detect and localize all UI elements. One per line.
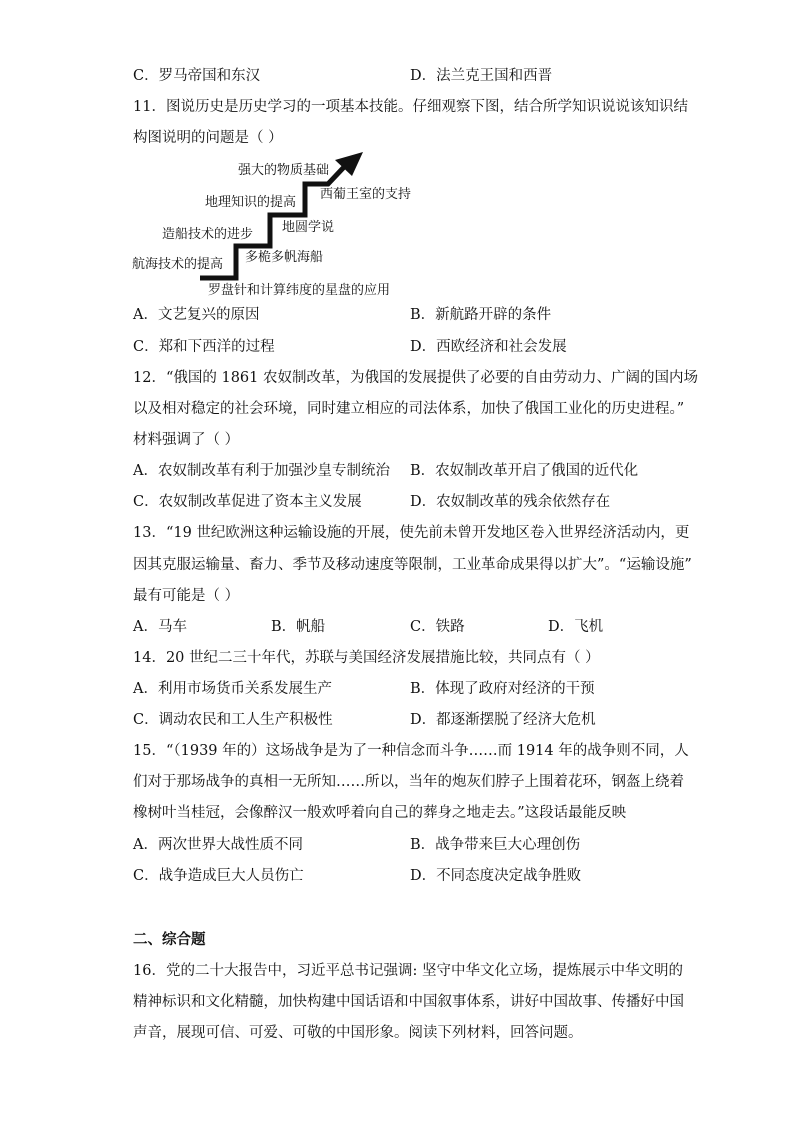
- q13-stem-line-2: 因其克服运输量、畜力、季节及移动速度等限制，工业革命成果得以扩大”。“运输设施”: [133, 557, 692, 573]
- q11-stem-line-2: 构图说明的问题是（ ）: [133, 130, 283, 146]
- q10-option-c: C．罗马帝国和东汉: [133, 68, 261, 84]
- diagram-label-multi-mast-ships: 多桅多帆海船: [245, 250, 324, 265]
- q13-option-b: B．帆船: [271, 619, 326, 635]
- q15-stem-line-2: 们对于那场战争的真相一无所知……所以，当年的炮灰们脖子上围着花环，钢盔上绕着: [133, 774, 684, 790]
- q11-option-c: C．郑和下西洋的过程: [133, 339, 275, 355]
- q13-option-c: C．铁路: [410, 619, 465, 635]
- q15-option-a: A．两次世界大战性质不同: [133, 837, 303, 853]
- q15-option-c: C．战争造成巨大人员伤亡: [133, 868, 304, 884]
- q14-option-b: B．体现了政府对经济的干预: [410, 681, 595, 697]
- q13-option-d: D．飞机: [548, 619, 604, 635]
- diagram-label-geography-knowledge: 地理知识的提高: [205, 195, 297, 210]
- q14-stem-line-1: 14．20 世纪二三十年代，苏联与美国经济发展措施比较，共同点有（ ）: [133, 650, 600, 666]
- q14-option-c: C．调动农民和工人生产积极性: [133, 712, 333, 728]
- diagram-label-shipbuilding: 造船技术的进步: [162, 227, 254, 242]
- q15-option-d: D．不同态度决定战争胜败: [410, 868, 582, 884]
- q13-stem-line-1: 13．“19 世纪欧洲这种运输设施的开展，使先前未曾开发地区卷入世界经济活动内，更: [133, 525, 690, 541]
- q14-option-a: A．利用市场货币关系发展生产: [133, 681, 332, 697]
- diagram-label-round-earth: 地圆学说: [282, 220, 335, 235]
- diagram-label-compass-astrolabe: 罗盘针和计算纬度的星盘的应用: [208, 283, 391, 298]
- q11-option-b: B．新航路开辟的条件: [410, 307, 552, 323]
- diagram-label-navigation: 航海技术的提高: [132, 257, 224, 272]
- q12-option-c: C．农奴制改革促进了资本主义发展: [133, 494, 362, 510]
- q10-option-d: D．法兰克王国和西晋: [410, 68, 553, 84]
- q12-stem-line-1: 12．“俄国的 1861 农奴制改革，为俄国的发展提供了必要的自由劳动力、广阔的国内场: [133, 370, 698, 386]
- q12-option-a: A．农奴制改革有利于加强沙皇专制统治: [133, 463, 390, 479]
- diagram-label-material-basis: 强大的物质基础: [238, 163, 330, 178]
- q13-stem-line-3: 最有可能是（ ）: [133, 588, 240, 604]
- q12-option-d: D．农奴制改革的残余依然存在: [410, 494, 611, 510]
- q16-stem-line-3: 声音，展现可信、可爱、可敬的中国形象。阅读下列材料，回答问题。: [133, 1025, 583, 1041]
- q15-stem-line-1: 15．“（1939 年的）这场战争是为了一种信念而斗争……而 1914 年的战争则不同，人: [133, 743, 689, 759]
- q16-stem-line-2: 精神标识和文化精髓，加快构建中国话语和中国叙事体系，讲好中国故事、传播好中国: [133, 994, 684, 1010]
- q15-option-b: B．战争带来巨大心理创伤: [410, 837, 581, 853]
- q11-stem-line-1: 11．图说历史是历史学习的一项基本技能。仔细观察下图，结合所学知识说说该知识结: [133, 99, 688, 115]
- q11-option-a: A．文艺复兴的原因: [133, 307, 260, 323]
- q12-stem-line-2: 以及相对稳定的社会环境，同时建立相应的司法体系，加快了俄国工业化的历史进程。”: [133, 401, 685, 417]
- q13-option-a: A．马车: [133, 619, 187, 635]
- section-title: 二、综合题: [133, 931, 206, 948]
- q12-stem-line-3: 材料强调了（ ）: [133, 432, 240, 448]
- q14-option-d: D．都逐渐摆脱了经济大危机: [410, 712, 596, 728]
- q11-option-d: D．西欧经济和社会发展: [410, 339, 567, 355]
- q12-option-b: B．农奴制改革开启了俄国的近代化: [410, 463, 639, 479]
- diagram-label-royal-support: 西葡王室的支持: [320, 187, 412, 202]
- q15-stem-line-3: 橡树叶当桂冠，会像醉汉一般欢呼着向自己的葬身之地走去。”这段话最能反映: [133, 805, 627, 821]
- q16-stem-line-1: 16．党的二十大报告中，习近平总书记强调: 坚守中华文化立场，提炼展示中华文明的: [133, 963, 683, 979]
